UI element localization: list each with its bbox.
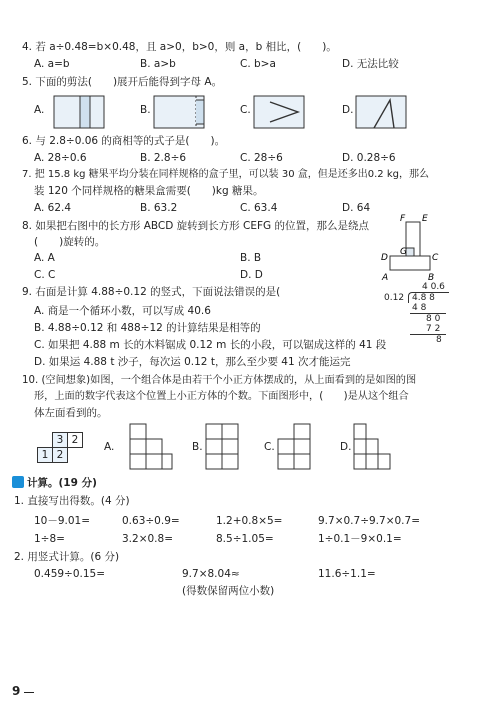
c2-title: 2. 用竖式计算。(6 分): [14, 551, 120, 563]
q8-option-b[interactable]: B. B: [240, 252, 262, 264]
q4-option-c[interactable]: C. b>a: [240, 58, 276, 70]
quotient: 4 0.6: [422, 282, 445, 292]
q6-stem: 6. 与 2.8÷0.06 的商相等的式子是( )。: [22, 135, 226, 147]
label-F: F: [400, 214, 406, 224]
q9-long-division: [384, 282, 454, 344]
q8-rectangle-figure: [378, 212, 442, 284]
c2-note: (得数保留两位小数): [182, 585, 275, 597]
c1-item: 0.63÷0.9=: [122, 515, 180, 527]
section-icon: [12, 476, 24, 488]
q6-option-c[interactable]: C. 28÷6: [240, 152, 283, 164]
q9-option-b[interactable]: B. 4.88÷0.12 和 488÷12 的计算结果是相等的: [34, 322, 261, 334]
q10-stem-line1: 10. (空间想象)如图，一个组合体是由若干个小正方体摆成的，从上面看到的是如图的图: [22, 375, 417, 386]
label-D: D: [381, 253, 388, 263]
step2: 8 0: [426, 314, 441, 324]
q7-stem-line1: 7. 把 15.8 kg 糖果平均分装在同样规格的盒子里，可以装 30 盒，但是还多出0.2 kg，那么: [22, 169, 429, 180]
q6-option-a[interactable]: A. 28÷0.6: [34, 152, 87, 164]
q5-figure-b: [152, 92, 210, 132]
q7-option-b[interactable]: B. 63.2: [140, 202, 178, 214]
q10-view-d: [352, 422, 394, 472]
q4-option-a[interactable]: A. a=b: [34, 58, 70, 70]
q10-top-view-grid: [36, 432, 84, 464]
q8-stem-line1: 8. 如果把右图中的长方形 ABCD 旋转到长方形 CEFG 的位置，那么是绕点: [22, 220, 369, 232]
q10-option-d[interactable]: D.: [340, 441, 352, 453]
q7-option-c[interactable]: C. 63.4: [240, 202, 278, 214]
q9-stem: 9. 右面是计算 4.88÷0.12 的竖式，下面说法错误的是(: [22, 286, 281, 298]
q10-stem-line2: 形，上面的数字代表这个位置上小正方体的个数。下面图形中，( )是从这个组合: [34, 391, 409, 402]
label-A: A: [382, 273, 389, 283]
c2-item: 11.6÷1.1=: [318, 568, 376, 580]
q10-option-c[interactable]: C.: [264, 441, 275, 453]
label-E: E: [422, 214, 428, 224]
q10-option-b[interactable]: B.: [192, 441, 203, 453]
divisor: 0.12: [384, 293, 405, 303]
c1-item: 10－9.01=: [34, 515, 91, 527]
q5-option-d[interactable]: D.: [342, 104, 354, 116]
q6-option-b[interactable]: B. 2.8÷6: [140, 152, 187, 164]
q8-option-a[interactable]: A. A: [34, 252, 55, 264]
page-number: 9: [12, 684, 21, 698]
q9-option-c[interactable]: C. 如果把 4.88 m 长的木料锯成 0.12 m 长的小段，可以锯成这样的 41 段: [34, 339, 387, 351]
c1-item: 9.7×0.7÷9.7×0.7=: [318, 515, 420, 527]
q10-view-a: [118, 422, 174, 472]
step3: 7 2: [426, 324, 441, 334]
q5-stem: 5. 下面的剪法( )展开后能得到字母 A。: [22, 76, 223, 88]
grid-cell: 2: [52, 447, 68, 463]
c1-title: 1. 直接写出得数。(4 分): [14, 495, 130, 507]
q6-option-d[interactable]: D. 0.28÷6: [342, 152, 396, 164]
page-number-rule: [24, 692, 34, 693]
q7-option-d[interactable]: D. 64: [342, 202, 371, 214]
q5-option-b[interactable]: B.: [140, 104, 151, 116]
c2-item: 0.459÷0.15=: [34, 568, 106, 580]
q5-figure-c: [252, 92, 310, 132]
q9-option-d[interactable]: D. 如果运 4.88 t 沙子，每次运 0.12 t，那么至少要 41 次才能运完: [34, 356, 351, 368]
q4-option-d[interactable]: D. 无法比较: [342, 58, 399, 70]
q4-option-b[interactable]: B. a>b: [140, 58, 176, 70]
q8-stem-line2: ( )旋转的。: [34, 236, 106, 248]
q4-stem: 4. 若 a÷0.48=b×0.48，且 a>0，b>0，则 a，b 相比，( )。: [22, 41, 337, 53]
dividend: 4.8 8: [412, 293, 435, 303]
q8-option-c[interactable]: C. C: [34, 269, 56, 281]
step4: 8: [436, 335, 442, 345]
q5-option-c[interactable]: C.: [240, 104, 251, 116]
q7-stem-line2: 装 120 个同样规格的糖果盒需要( )kg 糖果。: [34, 185, 264, 197]
c1-item: 1.2+0.8×5=: [216, 515, 283, 527]
q10-stem-line3: 体左面看到的。: [34, 407, 108, 419]
q9-option-a[interactable]: A. 商是一个循环小数，可以写成 40.6̇: [34, 305, 211, 317]
c1-item: 1÷0.1－9×0.1=: [318, 533, 402, 545]
q5-option-a[interactable]: A.: [34, 104, 45, 116]
q10-option-a[interactable]: A.: [104, 441, 115, 453]
grid-cell: 1: [37, 447, 53, 463]
label-G: G: [400, 247, 407, 257]
q10-view-c: [276, 422, 316, 472]
grid-cell: 2: [67, 432, 83, 448]
q7-option-a[interactable]: A. 62.4: [34, 202, 72, 214]
c1-item: 1÷8=: [34, 533, 65, 545]
label-B: B: [428, 273, 435, 283]
label-C: C: [432, 253, 439, 263]
c1-item: 8.5÷1.05=: [216, 533, 274, 545]
q5-figure-d: [354, 92, 412, 132]
q10-view-b: [204, 422, 244, 472]
step1: 4 8: [412, 303, 427, 313]
section-3-heading: 计算。(19 分): [12, 476, 97, 490]
c2-item: 9.7×8.04≈: [182, 568, 240, 580]
grid-cell: 3: [52, 432, 68, 448]
q5-figure-a: [52, 92, 110, 132]
q8-option-d[interactable]: D. D: [240, 269, 263, 281]
c1-item: 3.2×0.8=: [122, 533, 173, 545]
